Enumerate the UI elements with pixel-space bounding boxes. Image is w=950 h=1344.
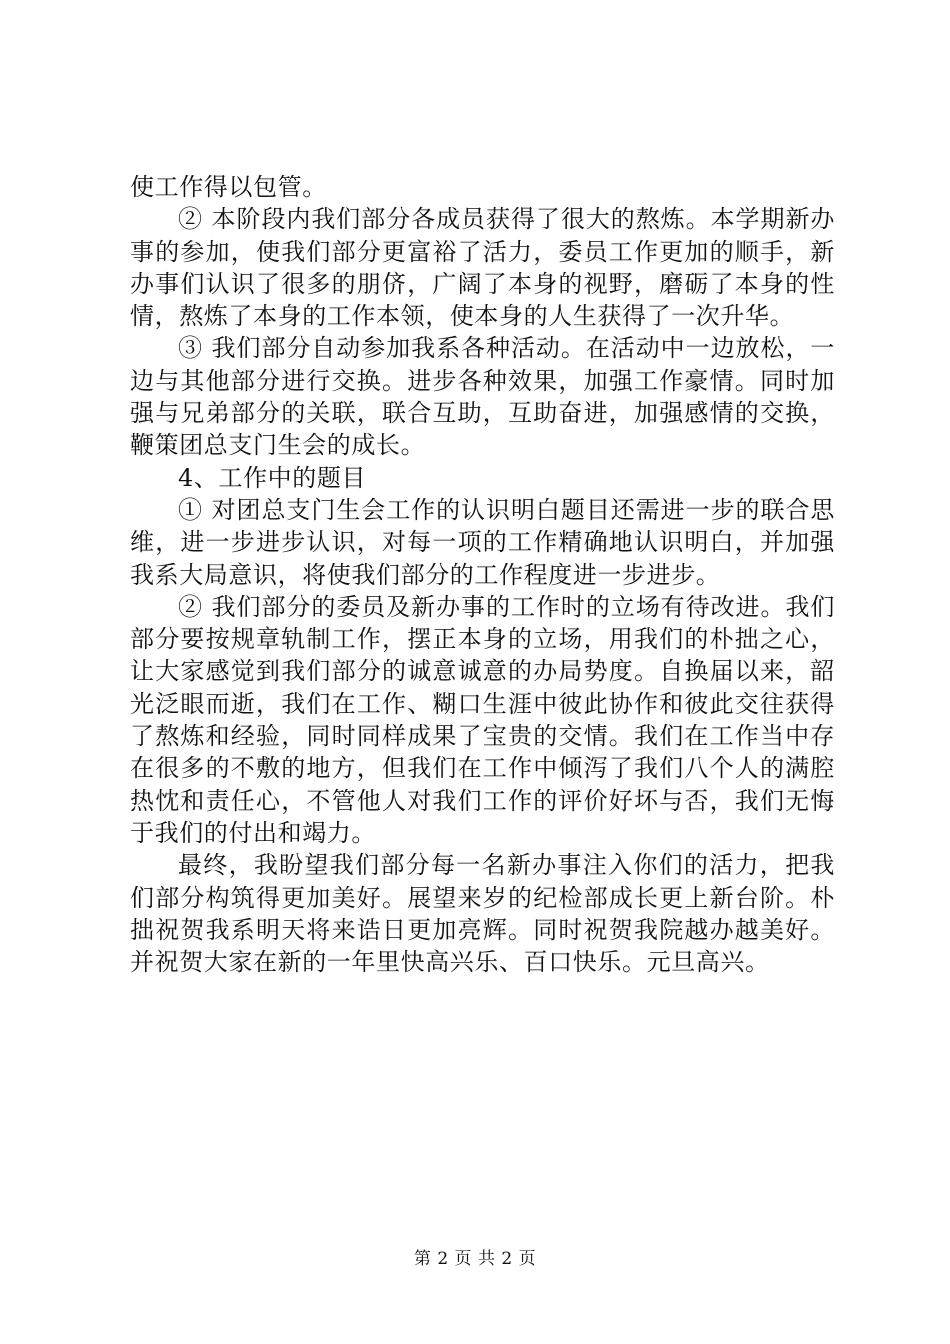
paragraph-item-2: ② 本阶段内我们部分各成员获得了很大的熬炼。本学期新办事的参加，使我们部分更富裕了活力，委员工作更加的顺手，新办事们认识了很多的朋侪，广阔了本身的视野，磨砺了本身的性情，熬炼了本身的工作本领，使本身的人生获得了一次升华。 (130, 205, 835, 331)
section-heading: 4、工作中的题目 (178, 463, 367, 492)
page-number-footer: 第 2 页 共 2 页 (413, 1249, 537, 1269)
paragraph-problem-1: ① 对团总支门生会工作的认识明白题目还需进一步的联合思维，进一步进步认识，对每一项的工作精确地认识明白，并加强我系大局意识，将使我们部分的工作程度进一步进步。 (130, 495, 835, 589)
paragraph-continuation: 使工作得以包管。 (130, 173, 327, 201)
paragraph-problem-2: ② 我们部分的委员及新办事的工作时的立场有待改进。我们部分要按规章轨制工作，摆正本身的立场，用我们的朴拙之心，让大家感觉到我们部分的诚意诚意的办局势度。自换届以来，韶光泛眼而逝，我们在工作、糊口生涯中彼此协作和彼此交往获得了熬炼和经验，同时同样成果了宝贵的交情。我们在工作当中存在很多的不敷的地方，但我们在工作中倾泻了我们八个人的满腔热忱和责任心，不管他人对我们工作的评价好坏与否，我们无悔于我们的付出和竭力。 (130, 592, 835, 847)
paragraph-item-3: ③ 我们部分自动参加我系各种活动。在活动中一边放松，一边与其他部分进行交换。进步各种效果，加强工作豪情。同时加强与兄弟部分的关联，联合互助，互助奋进，加强感情的交换，鞭策团总支门生会的成长。 (130, 334, 835, 460)
paragraph-closing: 最终，我盼望我们部分每一名新办事注入你们的活力，把我们部分构筑得更加美好。展望来岁的纪检部成长更上新台阶。朴拙祝贺我系明天将来诰日更加亮辉。同时祝贺我院越办越美好。并祝贺大家在新的一年里快高兴乐、百口快乐。元旦高兴。 (130, 851, 835, 977)
document-body (130, 171, 835, 978)
